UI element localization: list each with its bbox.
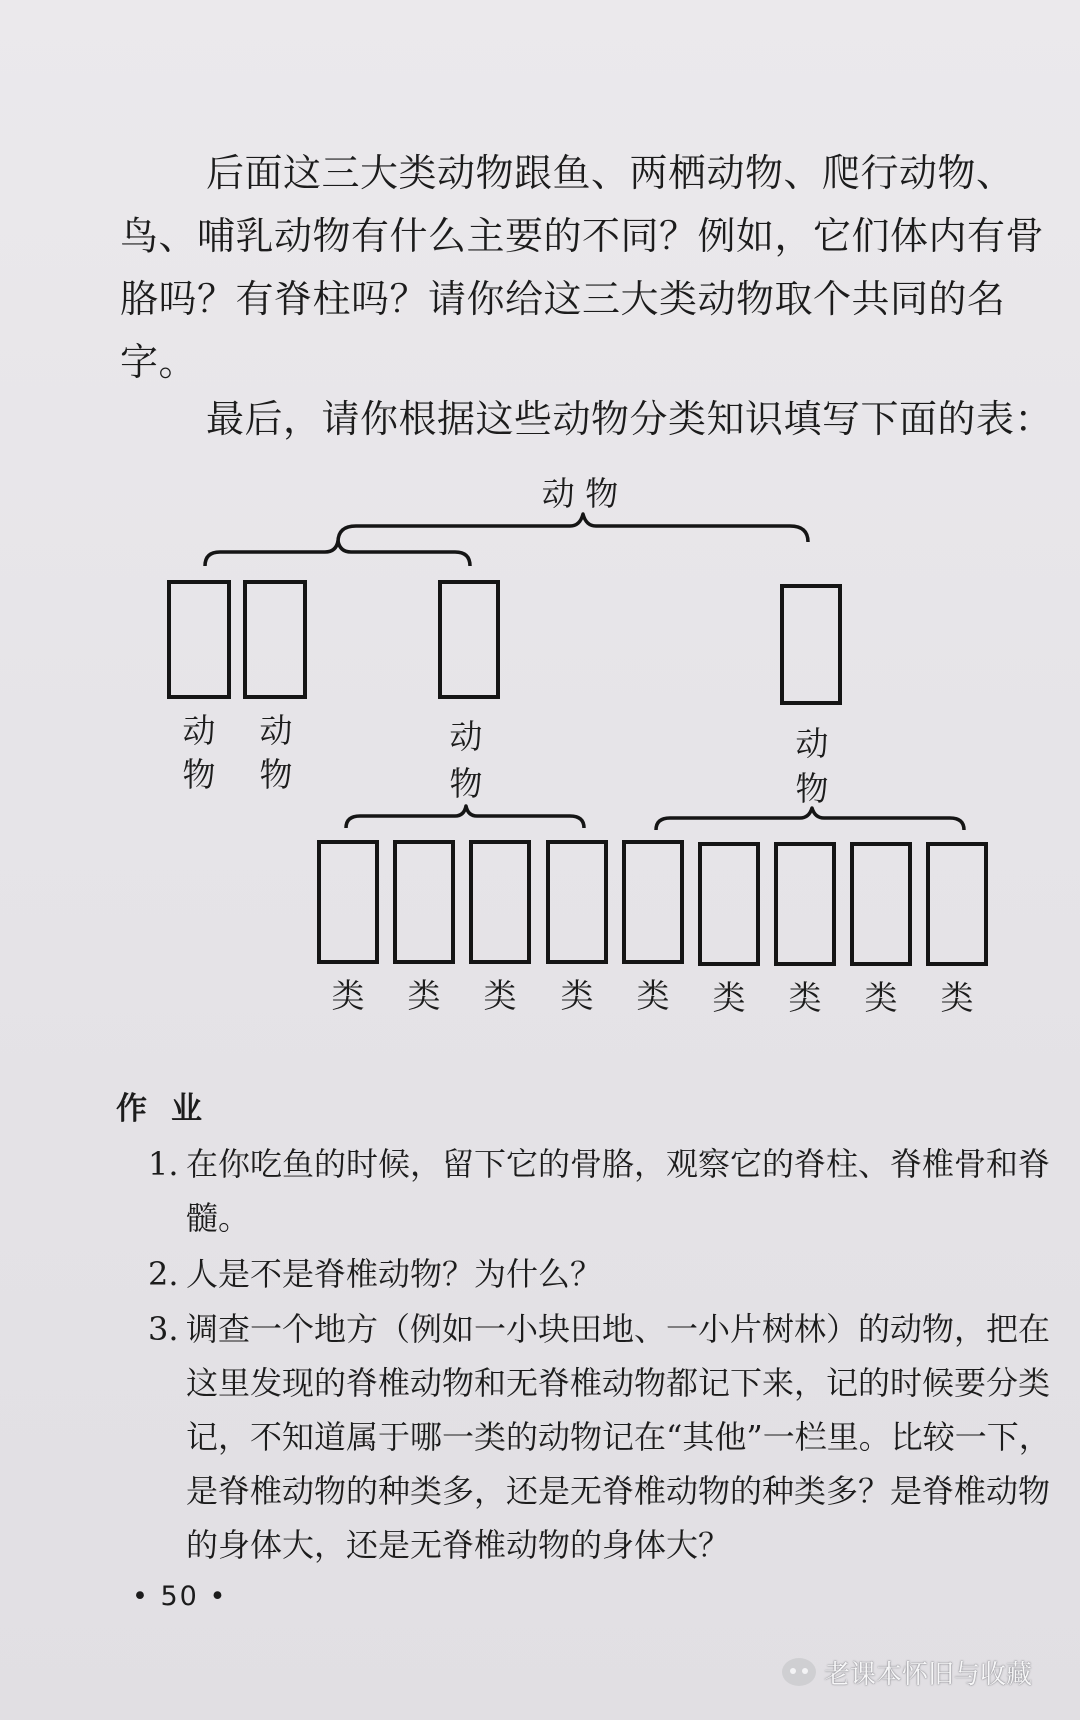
- homework-item: [148, 1302, 1058, 1572]
- leaf-box[interactable]: [395, 842, 453, 962]
- wechat-icon: [782, 1658, 816, 1686]
- middle-brace: [346, 806, 584, 828]
- leaf-box[interactable]: [776, 844, 834, 964]
- homework-item-number: 1.: [148, 1145, 179, 1183]
- group-box[interactable]: [169, 582, 229, 697]
- leaf-box[interactable]: [928, 844, 986, 964]
- group-label: [183, 711, 216, 794]
- svg-text:物: 物: [449, 764, 483, 803]
- leaf-label: 类: [331, 976, 365, 1015]
- intro-paragraph: 后面这三大类动物跟鱼、两栖动物、爬行动物、鸟、哺乳动物有什么主要的不同？例如，它们体内有骨胳吗？有脊柱吗？请你给这三大类动物取个共同的名字。: [120, 151, 1045, 384]
- group-box[interactable]: [782, 586, 840, 703]
- svg-text:动: 动: [449, 717, 483, 756]
- svg-text:动: 动: [259, 711, 293, 750]
- homework-item-number: 2.: [148, 1255, 179, 1293]
- leaf-box[interactable]: [471, 842, 529, 962]
- leaf-label: 类: [407, 976, 441, 1015]
- root-label: 动 物: [541, 474, 619, 513]
- leaf-box[interactable]: [548, 842, 606, 962]
- instruction-paragraph: 最后，请你根据这些动物分类知识填写下面的表：: [206, 397, 1054, 441]
- leaf-label: 类: [940, 978, 974, 1017]
- homework-item: [148, 1247, 1058, 1301]
- leaf-row: [319, 842, 986, 1017]
- homework-item-text: 人是不是脊椎动物？为什么？: [186, 1255, 603, 1293]
- top-brace: [338, 514, 808, 542]
- group-box[interactable]: [440, 582, 498, 697]
- svg-text:物: 物: [795, 769, 829, 808]
- homework-item: [148, 1137, 1058, 1245]
- left-brace: [205, 541, 470, 566]
- leaf-label: 类: [864, 978, 898, 1017]
- group-label: [796, 724, 829, 808]
- leaf-label: 类: [712, 978, 746, 1017]
- group-box[interactable]: [245, 582, 305, 697]
- group-label: [260, 711, 293, 794]
- leaf-label: 类: [483, 976, 517, 1015]
- watermark-text: 老课本怀旧与收藏: [824, 1659, 1033, 1690]
- leaf-label: 类: [560, 976, 594, 1015]
- group-label: [450, 717, 483, 803]
- leaf-label: 类: [788, 978, 822, 1017]
- leaf-box[interactable]: [624, 842, 682, 962]
- leaf-box[interactable]: [319, 842, 377, 962]
- homework-item-text: 调查一个地方（例如一小块田地、一小片树林）的动物，把在这里发现的脊椎动物和无脊椎动物都记下来，记的时候要分类记，不知道属于哪一类的动物记在“其他”一栏里。比较一下，是脊椎动物的种类多，还是无脊椎动物的种类多？是脊椎动物的身体大，还是无脊椎动物的身体大？: [186, 1310, 1051, 1564]
- watermark: [782, 1650, 1032, 1694]
- svg-text:物: 物: [259, 755, 293, 794]
- homework-item-text: 在你吃鱼的时候，留下它的骨胳，观察它的脊柱、脊椎骨和脊髓。: [186, 1145, 1051, 1237]
- svg-text:物: 物: [182, 755, 216, 794]
- svg-text:动: 动: [182, 711, 216, 750]
- svg-text:动: 动: [795, 724, 829, 763]
- leaf-box[interactable]: [852, 844, 910, 964]
- page-number: • 50 •: [132, 1581, 228, 1612]
- leaf-label: 类: [636, 976, 670, 1015]
- leaf-box[interactable]: [700, 844, 758, 964]
- homework-item-number: 3.: [148, 1310, 179, 1348]
- right-brace: [656, 808, 964, 830]
- homework-title: 作业: [116, 1091, 226, 1127]
